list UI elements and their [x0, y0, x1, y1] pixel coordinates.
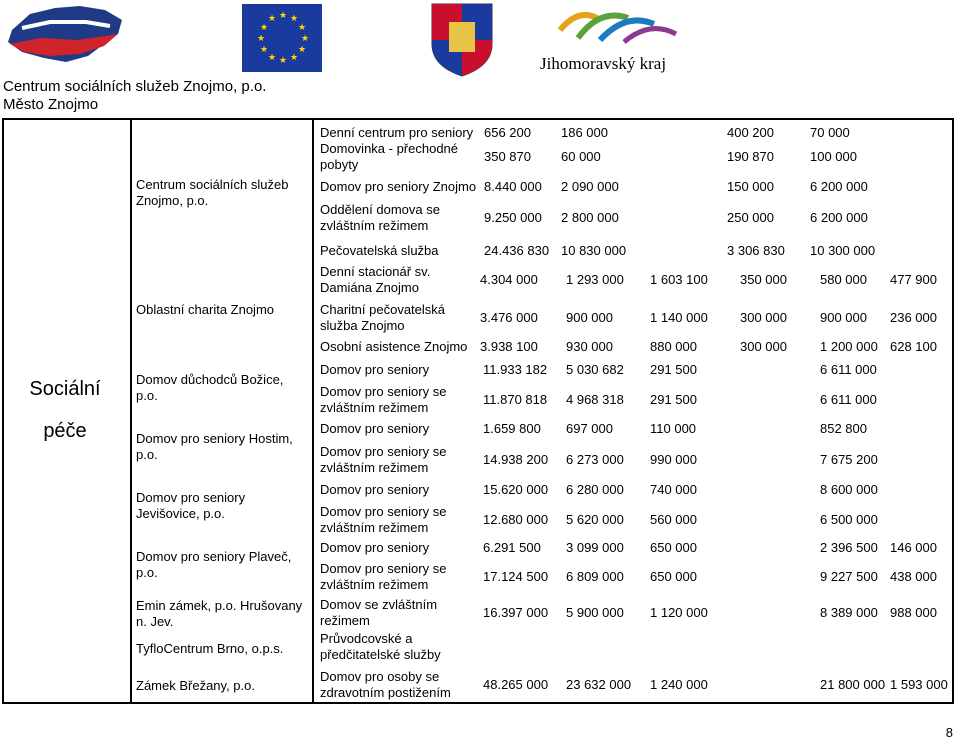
svg-text:★: ★: [257, 34, 266, 44]
funding-value: 10 300 000: [810, 243, 876, 258]
funding-value: 10 830 000: [561, 243, 627, 258]
funding-value: 12.680 000: [483, 512, 549, 527]
service-name: Domov pro seniory: [320, 362, 430, 377]
funding-value: 650 000: [650, 540, 697, 555]
service-name: Domov pro osoby se zdravotním postižením: [320, 669, 451, 700]
funding-value: 3.476 000: [480, 310, 538, 325]
logo-strip: [0, 0, 959, 78]
funding-value: 6 280 000: [566, 482, 624, 497]
funding-value: 190 870: [727, 149, 774, 164]
funding-value: 900 000: [566, 310, 613, 325]
service-name: Domovinka - přechodné pobyty: [320, 141, 459, 172]
czech-map-logo: [8, 6, 122, 62]
service-name: Domov pro seniory: [320, 421, 430, 436]
funding-value: 628 100: [890, 339, 937, 354]
funding-value: 1 603 100: [650, 272, 708, 287]
funding-value: 110 000: [650, 421, 697, 436]
funding-value: 4.304 000: [480, 272, 538, 287]
funding-value: 2 090 000: [561, 179, 619, 194]
funding-value: 8 600 000: [820, 482, 878, 497]
funding-value: 15.620 000: [483, 482, 549, 497]
funding-value: 6 809 000: [566, 569, 624, 584]
funding-value: 1 593 000: [890, 677, 948, 692]
funding-value: 6 611 000: [820, 362, 877, 377]
org-name: Emin zámek, p.o. Hrušovany n. Jev.: [136, 598, 303, 629]
funding-value: 3 306 830: [727, 243, 785, 258]
funding-value: 8.440 000: [484, 179, 542, 194]
funding-value: 2 800 000: [561, 210, 619, 225]
funding-value: 17.124 500: [483, 569, 549, 584]
funding-value: 6 200 000: [810, 210, 868, 225]
service-name: Domov pro seniory: [320, 540, 430, 555]
service-name: Denní centrum pro seniory: [320, 125, 474, 140]
service-name: Domov pro seniory se zvláštním režimem: [320, 384, 447, 415]
funding-value: 1 240 000: [650, 677, 708, 692]
funding-value: 740 000: [650, 482, 697, 497]
funding-value: 186 000: [561, 125, 608, 140]
org-name: Domov pro seniory Jevišovice, p.o.: [136, 490, 246, 521]
page-number: 8: [945, 725, 953, 740]
funding-value: 3 099 000: [566, 540, 624, 555]
funding-value: 146 000: [890, 540, 937, 555]
funding-value: 291 500: [650, 362, 697, 377]
funding-value: 697 000: [566, 421, 613, 436]
svg-text:★: ★: [279, 11, 288, 21]
section-label: Sociální: [29, 378, 101, 400]
svg-text:★: ★: [260, 45, 269, 55]
service-name: Domov pro seniory Znojmo: [320, 179, 477, 194]
eu-flag-logo: [242, 4, 322, 72]
funding-value: 24.436 830: [484, 243, 550, 258]
service-name: Pečovatelská služba: [320, 243, 439, 258]
service-name: Domov pro seniory: [320, 482, 430, 497]
funding-value: 1 293 000: [566, 272, 624, 287]
funding-value: 560 000: [650, 512, 697, 527]
funding-value: 1 200 000: [820, 339, 878, 354]
funding-value: 880 000: [650, 339, 697, 354]
region-logo-text: Jihomoravský kraj: [540, 54, 667, 73]
funding-value: 650 000: [650, 569, 697, 584]
svg-text:★: ★: [279, 56, 288, 66]
funding-value: 16.397 000: [483, 605, 549, 620]
service-name: Oddělení domova se zvláštním režimem: [320, 202, 440, 233]
svg-text:★: ★: [260, 23, 269, 33]
service-name: Denní stacionář sv. Damiána Znojmo: [320, 264, 431, 295]
org-name: Zámek Břežany, p.o.: [136, 678, 255, 693]
funding-value: 852 800: [820, 421, 867, 436]
funding-value: 7 675 200: [820, 452, 878, 467]
org-name: Domov důchodců Božice, p.o.: [136, 372, 284, 403]
svg-text:★: ★: [301, 34, 310, 44]
funding-value: 21 800 000: [820, 677, 886, 692]
funding-value: 11.870 818: [483, 392, 548, 407]
funding-value: 9.250 000: [484, 210, 542, 225]
funding-value: 5 030 682: [566, 362, 624, 377]
znojmo-coat-of-arms-logo: [432, 4, 492, 76]
funding-value: 350 000: [740, 272, 787, 287]
column-divider: [312, 120, 314, 702]
funding-value: 8 389 000: [820, 605, 878, 620]
funding-value: 6 500 000: [820, 512, 878, 527]
org-name: Centrum sociálních služeb Znojmo, p.o.: [136, 177, 289, 208]
funding-value: 150 000: [727, 179, 774, 194]
funding-value: 60 000: [561, 149, 601, 164]
service-name: Domov pro seniory se zvláštním režimem: [320, 561, 447, 592]
funding-value: 11.933 182: [483, 362, 548, 377]
service-name: Domov pro seniory se zvláštním režimem: [320, 444, 447, 475]
funding-value: 291 500: [650, 392, 697, 407]
svg-text:★: ★: [268, 14, 277, 24]
funding-value: 70 000: [810, 125, 850, 140]
funding-value: 250 000: [727, 210, 774, 225]
section-label: péče: [43, 420, 87, 442]
column-divider: [130, 120, 132, 702]
header-city-name: Město Znojmo: [3, 96, 99, 113]
svg-text:★: ★: [298, 23, 307, 33]
svg-text:★: ★: [290, 53, 299, 63]
funding-value: 48.265 000: [483, 677, 549, 692]
funding-value: 5 900 000: [566, 605, 624, 620]
funding-value: 350 870: [484, 149, 531, 164]
funding-value: 3.938 100: [480, 339, 538, 354]
funding-value: 1.659 800: [483, 421, 541, 436]
funding-value: 9 227 500: [820, 569, 878, 584]
org-name: TyfloCentrum Brno, o.p.s.: [136, 641, 284, 656]
funding-value: 988 000: [890, 605, 937, 620]
funding-value: 930 000: [566, 339, 613, 354]
funding-value: 6 200 000: [810, 179, 868, 194]
funding-value: 2 396 500: [820, 540, 878, 555]
funding-value: 6.291 500: [483, 540, 541, 555]
service-name: Domov pro seniory se zvláštním režimem: [320, 504, 447, 535]
org-name: Domov pro seniory Plaveč, p.o.: [136, 549, 292, 580]
funding-value: 438 000: [890, 569, 937, 584]
service-name: Průvodcovské a předčitatelské služby: [320, 631, 441, 662]
header-org-name: Centrum sociálních služeb Znojmo, p.o.: [3, 78, 267, 95]
service-name: Charitní pečovatelská služba Znojmo: [320, 302, 446, 333]
funding-value: 300 000: [740, 339, 787, 354]
funding-value: 236 000: [890, 310, 937, 325]
funding-value: 400 200: [727, 125, 774, 140]
funding-value: 477 900: [890, 272, 937, 287]
org-name: Oblastní charita Znojmo: [136, 302, 275, 317]
service-name: Domov se zvláštním režimem: [320, 597, 438, 628]
funding-value: 6 273 000: [566, 452, 624, 467]
funding-value: 900 000: [820, 310, 867, 325]
funding-value: 100 000: [810, 149, 857, 164]
funding-value: 4 968 318: [566, 392, 624, 407]
funding-value: 1 120 000: [650, 605, 708, 620]
jihomoravsky-kraj-logo: [560, 15, 676, 42]
funding-value: 1 140 000: [650, 310, 708, 325]
svg-text:★: ★: [268, 53, 277, 63]
svg-text:★: ★: [298, 45, 307, 55]
funding-value: 656 200: [484, 125, 531, 140]
funding-value: 580 000: [820, 272, 867, 287]
funding-value: 23 632 000: [566, 677, 632, 692]
service-name: Osobní asistence Znojmo: [320, 339, 468, 354]
org-name: Domov pro seniory Hostim, p.o.: [136, 431, 293, 462]
svg-text:★: ★: [290, 14, 299, 24]
funding-value: 300 000: [740, 310, 787, 325]
funding-value: 14.938 200: [483, 452, 549, 467]
funding-value: 6 611 000: [820, 392, 877, 407]
funding-value: 990 000: [650, 452, 697, 467]
funding-value: 5 620 000: [566, 512, 624, 527]
